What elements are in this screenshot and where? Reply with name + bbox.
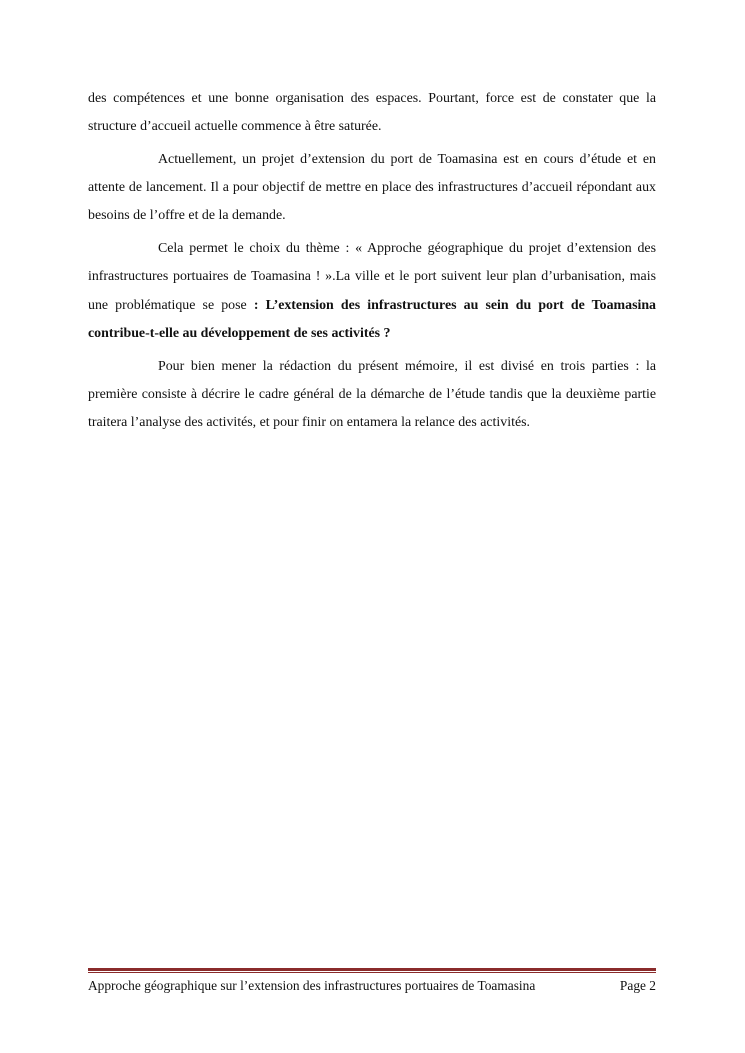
- paragraph-3-text: Cela permet le choix du thème : « Approche géographique du projet d’extension des infrastructures portuaires de Toamasina ! ».La ville et le port suivent leur plan d’urbanisation, mais une problématique se pose: [88, 241, 656, 313]
- paragraph-1: [88, 85, 656, 141]
- paragraph-4: [88, 353, 656, 438]
- paragraph-3: [88, 235, 656, 348]
- paragraph-1-text: des compétences et une bonne organisation des espaces. Pourtant, force est de constater que la structure d’accueil actuelle commence à être saturée.: [88, 91, 656, 135]
- research-question: : L’extension des infrastructures au sein du port de Toamasina contribue-t-elle au développement de ses activités ?: [88, 297, 656, 341]
- body-text: [88, 85, 656, 442]
- footer-rule-thin: [88, 972, 656, 973]
- footer-title: Approche géographique sur l’extension des infrastructures portuaires de Toamasina: [88, 978, 536, 993]
- paragraph-4-text: Pour bien mener la rédaction du présent mémoire, il est divisé en trois parties : la première consiste à décrire le cadre général de la démarche de l’étude tandis que la deuxième partie traitera l’analyse des activités, et pour finir on entamera la relance des activités.: [88, 358, 656, 431]
- paragraph-2-text: Actuellement, un projet d’extension du port de Toamasina est en cours d’étude et en attente de lancement. Il a pour objectif de mettre en place des infrastructures d’accueil répondant aux besoins de l’offre et de la demande.: [88, 152, 656, 224]
- footer-rule-thick: [88, 968, 656, 971]
- page-number: Page 2: [619, 978, 656, 993]
- paragraph-2: [88, 146, 656, 231]
